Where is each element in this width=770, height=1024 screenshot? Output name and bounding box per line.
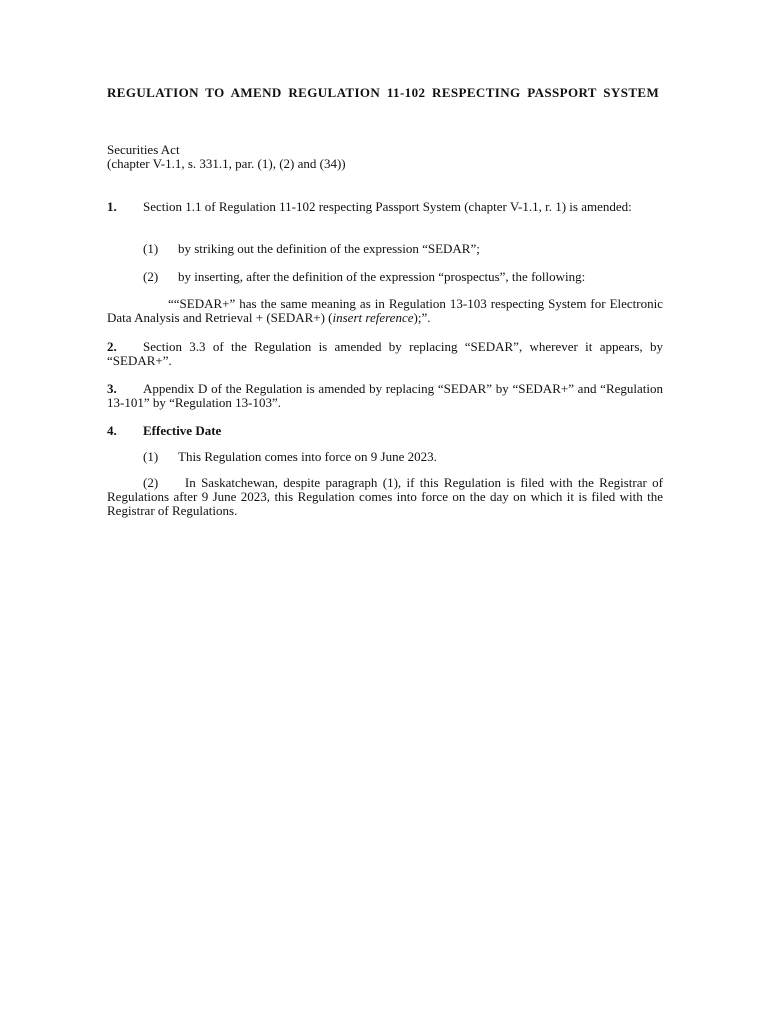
paragraph-text: In Saskatchewan, despite paragraph (1), if this Regulation is filed with the Registrar of Regulations after 9 June 2023, this Regulation comes into force on the day on which it is filed with the Registrar of Regulations. [107,475,664,518]
section-3-number: 3. [107,381,117,396]
act-name: Securities Act [107,142,180,157]
document-title: REGULATION TO AMEND REGULATION 11-102 RESPECTING PASSPORT SYSTEM [107,85,660,100]
section-2 [107,340,663,368]
section-4-title: Effective Date [143,423,222,438]
section-4-number: 4. [107,423,117,438]
section-2-text: Section 3.3 of the Regulation is amended by replacing “SEDAR”, wherever it appears, by “SEDAR+”. [107,339,663,368]
section-1-text: Section 1.1 of Regulation 11-102 respecting Passport System (chapter V-1.1, r. 1) is amended: [143,199,632,214]
paragraph-text: This Regulation comes into force on 9 June 2023. [178,449,437,464]
section-1-number: 1. [107,199,117,214]
paragraph-text: by inserting, after the definition of the expression “prospectus”, the following: [178,269,586,284]
section-4-heading [107,424,663,438]
section-2-number: 2. [107,339,117,354]
section-4-paragraph-2 [107,476,663,518]
paragraph-number: (2) [143,269,159,284]
section-1 [107,200,663,214]
section-3 [107,382,663,410]
paragraph-number: (1) [143,449,159,464]
section-3-text: Appendix D of the Regulation is amended by replacing “SEDAR” by “SEDAR+” and “Regulation 13-101” by “Regulation 13-103”. [107,381,663,410]
definition-text: ““SEDAR+” has the same meaning as in Regulation 13-103 respecting System for Electronic Data Analysis and Retrieval + (SEDAR+) ( [107,296,663,325]
paragraph-number: (2) [143,475,159,490]
paragraph-text: by striking out the definition of the expression “SEDAR”; [178,241,480,256]
paragraph-number: (1) [143,241,159,256]
definition-italic: insert reference [332,310,414,325]
sedar-plus-definition [107,297,663,325]
act-reference: (chapter V-1.1, s. 331.1, par. (1), (2) and (34)) [107,156,346,171]
enabling-act [107,143,663,171]
definition-end: );”. [413,310,431,325]
